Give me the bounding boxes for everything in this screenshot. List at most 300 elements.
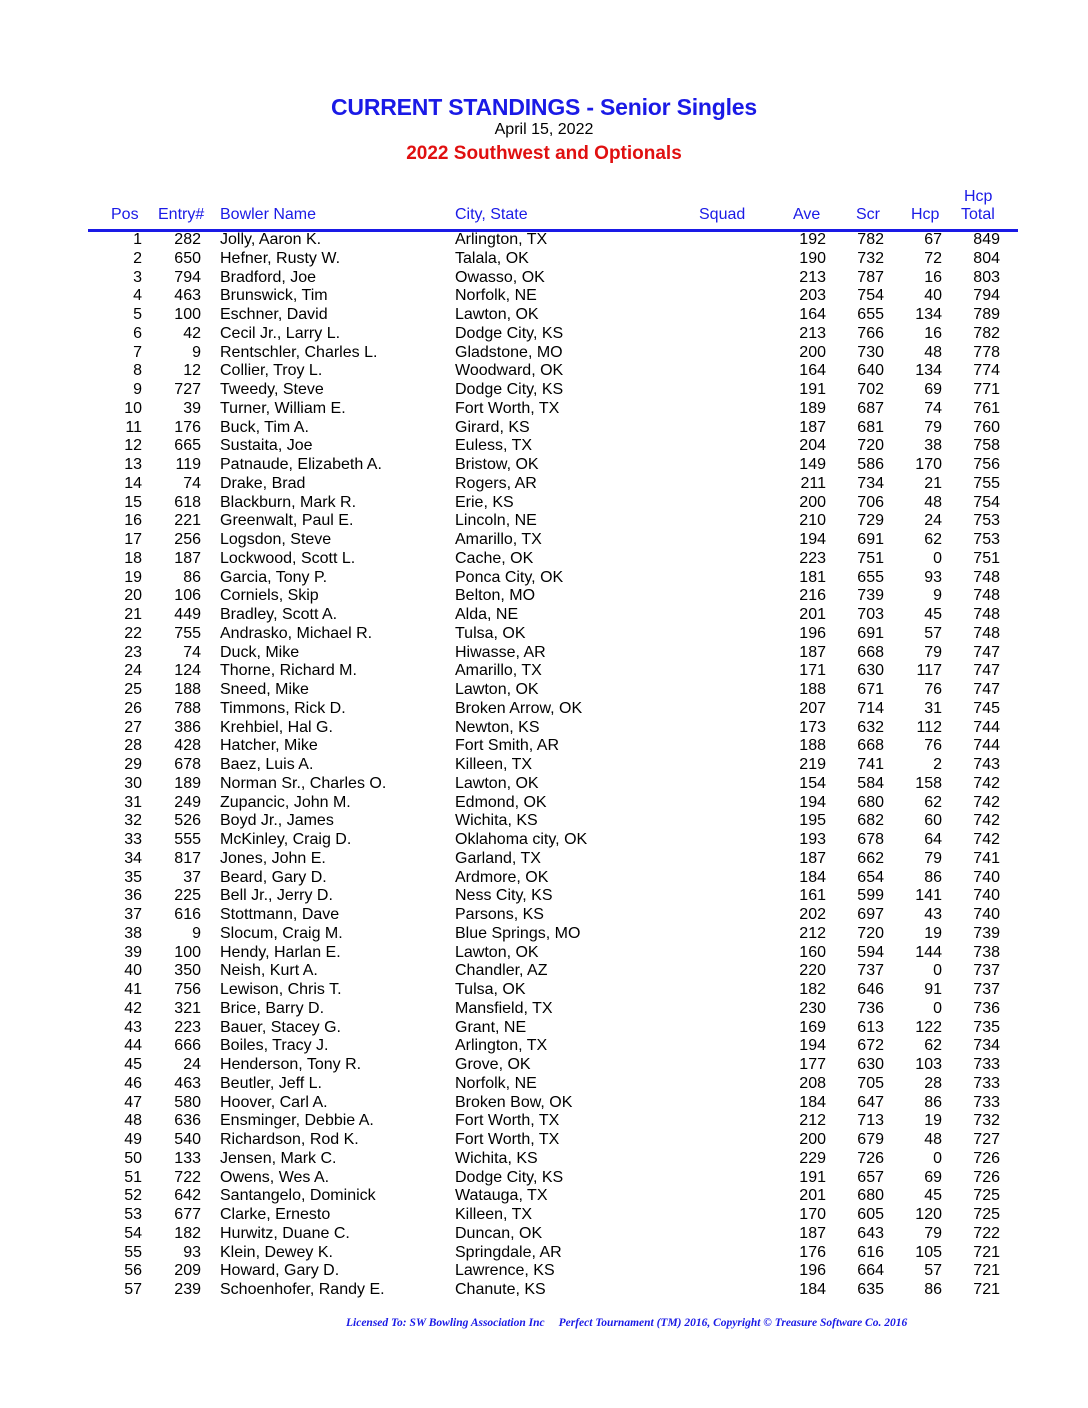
cell-pos: 42 bbox=[124, 999, 142, 1017]
cell-hcp-total: 744 bbox=[973, 718, 1000, 736]
cell-city-state: Norfolk, NE bbox=[455, 1074, 537, 1092]
cell-bowler-name: Timmons, Rick D. bbox=[220, 699, 346, 717]
cell-entry: 788 bbox=[174, 699, 201, 717]
cell-city-state: Broken Bow, OK bbox=[455, 1093, 573, 1111]
table-row bbox=[0, 794, 1088, 813]
cell-hcp: 48 bbox=[924, 1131, 942, 1148]
cell-ave: 207 bbox=[799, 699, 826, 717]
cell-hcp-total: 751 bbox=[973, 549, 1000, 567]
cell-hcp: 21 bbox=[924, 474, 942, 492]
tournament-name: 2022 Southwest and Optionals bbox=[406, 143, 682, 164]
cell-hcp: 141 bbox=[915, 887, 942, 905]
cell-pos: 6 bbox=[133, 324, 142, 342]
cell-ave: 223 bbox=[799, 549, 826, 567]
cell-scr: 741 bbox=[857, 756, 884, 773]
cell-bowler-name: Hoover, Carl A. bbox=[220, 1093, 328, 1111]
cell-hcp-total: 735 bbox=[973, 1018, 1000, 1036]
cell-bowler-name: Andrasko, Michael R. bbox=[220, 624, 373, 642]
cell-hcp: 16 bbox=[924, 268, 942, 286]
cell-city-state: Norfolk, NE bbox=[455, 287, 537, 305]
cell-entry: 678 bbox=[174, 756, 201, 773]
cell-bowler-name: Collier, Troy L. bbox=[220, 362, 323, 380]
cell-scr: 657 bbox=[857, 1168, 884, 1186]
cell-bowler-name: Schoenhofer, Randy E. bbox=[220, 1281, 385, 1298]
cell-hcp: 31 bbox=[924, 699, 942, 717]
table-row bbox=[0, 306, 1088, 325]
cell-hcp-total: 747 bbox=[973, 662, 1000, 680]
cell-hcp: 72 bbox=[924, 249, 942, 267]
cell-entry: 616 bbox=[174, 906, 201, 923]
cell-hcp-total: 748 bbox=[973, 568, 1000, 586]
cell-entry: 580 bbox=[174, 1093, 201, 1111]
cell-hcp: 93 bbox=[924, 568, 942, 586]
cell-hcp: 2 bbox=[933, 756, 942, 773]
cell-ave: 164 bbox=[799, 362, 826, 380]
cell-hcp: 57 bbox=[924, 1262, 942, 1280]
cell-bowler-name: Rentschler, Charles L. bbox=[220, 343, 378, 361]
cell-bowler-name: Sustaita, Joe bbox=[220, 437, 313, 455]
cell-city-state: Amarillo, TX bbox=[455, 662, 542, 680]
table-row bbox=[0, 419, 1088, 438]
cell-scr: 782 bbox=[857, 231, 884, 248]
cell-ave: 229 bbox=[799, 1149, 826, 1167]
cell-hcp-total: 721 bbox=[973, 1281, 1000, 1298]
table-row bbox=[0, 850, 1088, 869]
cell-city-state: Arlington, TX bbox=[455, 231, 548, 248]
cell-hcp-total: 753 bbox=[973, 531, 1000, 548]
cell-pos: 19 bbox=[124, 568, 142, 586]
cell-city-state: Tulsa, OK bbox=[455, 981, 526, 998]
cell-entry: 642 bbox=[174, 1187, 201, 1205]
cell-pos: 38 bbox=[124, 924, 142, 942]
table-row bbox=[0, 1244, 1088, 1263]
cell-city-state: Gladstone, MO bbox=[455, 343, 563, 361]
table-row bbox=[0, 1187, 1088, 1206]
cell-ave: 184 bbox=[799, 868, 826, 886]
cell-scr: 647 bbox=[857, 1093, 884, 1111]
table-row bbox=[0, 812, 1088, 831]
cell-entry: 106 bbox=[174, 587, 201, 605]
cell-entry: 794 bbox=[174, 268, 201, 286]
cell-bowler-name: Brunswick, Tim bbox=[220, 287, 328, 305]
cell-pos: 23 bbox=[124, 643, 142, 661]
cell-scr: 736 bbox=[857, 999, 884, 1017]
cell-hcp: 105 bbox=[915, 1243, 942, 1261]
cell-bowler-name: Norman Sr., Charles O. bbox=[220, 774, 387, 792]
cell-scr: 703 bbox=[857, 606, 884, 623]
cell-pos: 48 bbox=[124, 1112, 142, 1130]
cell-pos: 13 bbox=[124, 456, 142, 473]
cell-scr: 643 bbox=[857, 1224, 884, 1242]
table-row bbox=[0, 569, 1088, 588]
cell-pos: 9 bbox=[133, 381, 142, 398]
cell-hcp: 69 bbox=[924, 1168, 942, 1186]
cell-city-state: Girard, KS bbox=[455, 418, 530, 436]
cell-scr: 640 bbox=[857, 362, 884, 380]
cell-hcp-total: 742 bbox=[973, 831, 1000, 848]
cell-ave: 192 bbox=[799, 231, 826, 248]
cell-city-state: Newton, KS bbox=[455, 718, 540, 736]
cell-city-state: Lawton, OK bbox=[455, 681, 539, 698]
cell-city-state: Edmond, OK bbox=[455, 793, 547, 811]
cell-entry: 187 bbox=[174, 549, 201, 567]
cell-scr: 691 bbox=[857, 624, 884, 642]
cell-hcp-total: 753 bbox=[973, 512, 1000, 530]
cell-entry: 9 bbox=[192, 343, 201, 361]
cell-scr: 664 bbox=[857, 1262, 884, 1280]
cell-scr: 739 bbox=[857, 587, 884, 605]
cell-ave: 173 bbox=[799, 718, 826, 736]
cell-hcp-total: 732 bbox=[973, 1112, 1000, 1130]
cell-entry: 12 bbox=[183, 362, 201, 380]
cell-pos: 41 bbox=[124, 981, 142, 998]
cell-scr: 630 bbox=[857, 1056, 884, 1073]
cell-hcp-total: 794 bbox=[973, 287, 1000, 305]
cell-hcp-total: 740 bbox=[973, 868, 1000, 886]
cell-bowler-name: Patnaude, Elizabeth A. bbox=[220, 456, 382, 473]
cell-ave: 187 bbox=[799, 849, 826, 867]
table-row bbox=[0, 1225, 1088, 1244]
cell-hcp-total: 727 bbox=[973, 1131, 1000, 1148]
cell-city-state: Lawrence, KS bbox=[455, 1262, 555, 1280]
cell-hcp-total: 747 bbox=[973, 681, 1000, 698]
cell-entry: 39 bbox=[183, 399, 201, 417]
cell-hcp-total: 748 bbox=[973, 624, 1000, 642]
cell-bowler-name: Boiles, Tracy J. bbox=[220, 1037, 329, 1055]
cell-hcp: 28 bbox=[924, 1074, 942, 1092]
cell-bowler-name: Corniels, Skip bbox=[220, 587, 319, 605]
cell-city-state: Broken Arrow, OK bbox=[455, 699, 583, 717]
table-row bbox=[0, 400, 1088, 419]
cell-bowler-name: Jolly, Aaron K. bbox=[220, 231, 322, 248]
cell-hcp: 79 bbox=[924, 643, 942, 661]
cell-ave: 230 bbox=[799, 999, 826, 1017]
cell-bowler-name: McKinley, Craig D. bbox=[220, 831, 352, 848]
cell-hcp: 64 bbox=[924, 831, 942, 848]
cell-entry: 223 bbox=[174, 1018, 201, 1036]
cell-entry: 677 bbox=[174, 1206, 201, 1223]
cell-entry: 650 bbox=[174, 249, 201, 267]
cell-ave: 202 bbox=[799, 906, 826, 923]
table-row bbox=[0, 1206, 1088, 1225]
cell-ave: 200 bbox=[799, 493, 826, 511]
cell-hcp-total: 736 bbox=[973, 999, 1000, 1017]
cell-hcp-total: 733 bbox=[973, 1074, 1000, 1092]
cell-pos: 56 bbox=[124, 1262, 142, 1280]
cell-hcp: 0 bbox=[933, 549, 942, 567]
cell-scr: 655 bbox=[857, 568, 884, 586]
cell-city-state: Belton, MO bbox=[455, 587, 536, 605]
cell-city-state: Killeen, TX bbox=[455, 756, 533, 773]
cell-hcp: 43 bbox=[924, 906, 942, 923]
cell-bowler-name: Hefner, Rusty W. bbox=[220, 249, 341, 267]
cell-ave: 201 bbox=[799, 606, 826, 623]
cell-hcp-total: 726 bbox=[973, 1149, 1000, 1167]
cell-pos: 16 bbox=[124, 512, 142, 530]
cell-hcp: 79 bbox=[924, 1224, 942, 1242]
cell-pos: 35 bbox=[124, 868, 142, 886]
header-pos: Pos bbox=[111, 206, 139, 223]
cell-hcp: 62 bbox=[924, 1037, 942, 1055]
cell-city-state: Cache, OK bbox=[455, 549, 534, 567]
cell-entry: 42 bbox=[183, 324, 201, 342]
cell-entry: 449 bbox=[174, 606, 201, 623]
cell-hcp: 45 bbox=[924, 606, 942, 623]
cell-hcp: 134 bbox=[915, 306, 942, 323]
table-row bbox=[0, 775, 1088, 794]
table-row bbox=[0, 700, 1088, 719]
cell-scr: 586 bbox=[857, 456, 884, 473]
cell-scr: 616 bbox=[857, 1243, 884, 1261]
cell-hcp-total: 755 bbox=[973, 474, 1000, 492]
cell-scr: 680 bbox=[857, 1187, 884, 1205]
cell-ave: 154 bbox=[799, 774, 826, 792]
cell-bowler-name: Boyd Jr., James bbox=[220, 812, 334, 830]
cell-hcp: 38 bbox=[924, 437, 942, 455]
cell-pos: 47 bbox=[124, 1093, 142, 1111]
cell-city-state: Erie, KS bbox=[455, 493, 514, 511]
cell-entry: 100 bbox=[174, 306, 201, 323]
table-row bbox=[0, 1019, 1088, 1038]
cell-scr: 599 bbox=[857, 887, 884, 905]
cell-entry: 100 bbox=[174, 943, 201, 961]
cell-bowler-name: Clarke, Ernesto bbox=[220, 1206, 331, 1223]
table-row bbox=[0, 512, 1088, 531]
cell-pos: 53 bbox=[124, 1206, 142, 1223]
cell-ave: 191 bbox=[799, 1168, 826, 1186]
cell-ave: 193 bbox=[799, 831, 826, 848]
cell-pos: 26 bbox=[124, 699, 142, 717]
cell-city-state: Mansfield, TX bbox=[455, 999, 553, 1017]
cell-pos: 1 bbox=[133, 231, 142, 248]
cell-ave: 220 bbox=[799, 962, 826, 980]
table-row bbox=[0, 456, 1088, 475]
cell-ave: 187 bbox=[799, 418, 826, 436]
cell-entry: 24 bbox=[183, 1056, 201, 1073]
cell-city-state: Amarillo, TX bbox=[455, 531, 542, 548]
cell-hcp-total: 778 bbox=[973, 343, 1000, 361]
cell-bowler-name: Owens, Wes A. bbox=[220, 1168, 330, 1186]
cell-hcp-total: 726 bbox=[973, 1168, 1000, 1186]
table-row bbox=[0, 587, 1088, 606]
cell-hcp-total: 742 bbox=[973, 793, 1000, 811]
cell-city-state: Parsons, KS bbox=[455, 906, 544, 923]
cell-entry: 256 bbox=[174, 531, 201, 548]
cell-scr: 706 bbox=[857, 493, 884, 511]
cell-hcp-total: 738 bbox=[973, 943, 1000, 961]
table-row bbox=[0, 925, 1088, 944]
cell-hcp-total: 743 bbox=[973, 756, 1000, 773]
cell-hcp: 117 bbox=[916, 662, 942, 680]
cell-bowler-name: Duck, Mike bbox=[220, 643, 300, 661]
cell-pos: 27 bbox=[124, 718, 142, 736]
cell-hcp-total: 742 bbox=[973, 774, 1000, 792]
cell-city-state: Woodward, OK bbox=[455, 362, 564, 380]
cell-city-state: Fort Smith, AR bbox=[455, 737, 560, 755]
cell-city-state: Dodge City, KS bbox=[455, 381, 564, 398]
cell-scr: 730 bbox=[857, 343, 884, 361]
cell-pos: 36 bbox=[124, 887, 142, 905]
cell-bowler-name: Klein, Dewey K. bbox=[220, 1243, 333, 1261]
cell-hcp: 144 bbox=[915, 943, 942, 961]
table-row bbox=[0, 625, 1088, 644]
cell-bowler-name: Hurwitz, Duane C. bbox=[220, 1224, 350, 1242]
cell-scr: 705 bbox=[857, 1074, 884, 1092]
cell-pos: 28 bbox=[124, 737, 142, 755]
cell-hcp-total: 734 bbox=[973, 1037, 1000, 1055]
cell-pos: 10 bbox=[124, 399, 142, 417]
cell-hcp: 62 bbox=[924, 531, 942, 548]
table-row bbox=[0, 1262, 1088, 1281]
cell-city-state: Grant, NE bbox=[455, 1018, 527, 1036]
table-row bbox=[0, 831, 1088, 850]
cell-ave: 189 bbox=[799, 399, 826, 417]
cell-pos: 34 bbox=[124, 849, 142, 867]
cell-bowler-name: Lewison, Chris T. bbox=[220, 981, 342, 998]
cell-city-state: Wichita, KS bbox=[455, 1149, 538, 1167]
cell-bowler-name: Blackburn, Mark R. bbox=[220, 493, 357, 511]
cell-bowler-name: Tweedy, Steve bbox=[220, 381, 324, 398]
cell-city-state: Fort Worth, TX bbox=[455, 1112, 560, 1130]
cell-ave: 171 bbox=[799, 662, 826, 680]
cell-ave: 170 bbox=[799, 1206, 826, 1223]
cell-bowler-name: Turner, William E. bbox=[220, 399, 346, 417]
cell-entry: 755 bbox=[174, 624, 201, 642]
cell-scr: 729 bbox=[857, 512, 884, 530]
cell-entry: 37 bbox=[183, 868, 201, 886]
cell-ave: 200 bbox=[799, 343, 826, 361]
cell-ave: 187 bbox=[799, 643, 826, 661]
cell-hcp: 24 bbox=[924, 512, 942, 530]
cell-ave: 160 bbox=[799, 943, 826, 961]
cell-scr: 737 bbox=[857, 962, 884, 980]
cell-hcp: 19 bbox=[924, 1112, 942, 1130]
cell-pos: 45 bbox=[124, 1056, 142, 1073]
cell-bowler-name: Hatcher, Mike bbox=[220, 737, 318, 755]
table-row bbox=[0, 1094, 1088, 1113]
cell-entry: 119 bbox=[175, 456, 201, 473]
cell-ave: 203 bbox=[799, 287, 826, 305]
cell-bowler-name: Hendy, Harlan E. bbox=[220, 943, 341, 961]
cell-bowler-name: Sneed, Mike bbox=[220, 681, 309, 698]
cell-scr: 632 bbox=[857, 718, 884, 736]
cell-entry: 350 bbox=[174, 962, 201, 980]
cell-scr: 679 bbox=[857, 1131, 884, 1148]
cell-pos: 44 bbox=[124, 1037, 142, 1055]
cell-city-state: Ness City, KS bbox=[455, 887, 553, 905]
cell-scr: 613 bbox=[857, 1018, 884, 1036]
cell-pos: 33 bbox=[124, 831, 142, 848]
cell-hcp-total: 748 bbox=[973, 606, 1000, 623]
cell-pos: 3 bbox=[133, 268, 142, 286]
cell-entry: 722 bbox=[174, 1168, 201, 1186]
cell-entry: 386 bbox=[174, 718, 201, 736]
cell-city-state: Rogers, AR bbox=[455, 474, 537, 492]
cell-bowler-name: Henderson, Tony R. bbox=[220, 1056, 362, 1073]
cell-pos: 46 bbox=[124, 1074, 142, 1092]
cell-hcp-total: 754 bbox=[973, 493, 1000, 511]
cell-scr: 680 bbox=[857, 793, 884, 811]
cell-ave: 176 bbox=[799, 1243, 826, 1261]
cell-hcp: 45 bbox=[924, 1187, 942, 1205]
cell-hcp-total: 737 bbox=[973, 981, 1000, 998]
cell-entry: 9 bbox=[192, 924, 201, 942]
cell-bowler-name: Bauer, Stacey G. bbox=[220, 1018, 341, 1036]
cell-scr: 713 bbox=[857, 1112, 884, 1130]
cell-hcp: 40 bbox=[924, 287, 942, 305]
cell-scr: 630 bbox=[857, 662, 884, 680]
cell-ave: 201 bbox=[799, 1187, 826, 1205]
cell-bowler-name: Richardson, Rod K. bbox=[220, 1131, 359, 1148]
cell-ave: 195 bbox=[799, 812, 826, 830]
table-row bbox=[0, 269, 1088, 288]
cell-hcp: 134 bbox=[915, 362, 942, 380]
cell-ave: 177 bbox=[799, 1056, 826, 1073]
cell-bowler-name: Slocum, Craig M. bbox=[220, 924, 343, 942]
cell-entry: 666 bbox=[174, 1037, 201, 1055]
cell-bowler-name: Jones, John E. bbox=[220, 849, 326, 867]
cell-scr: 668 bbox=[857, 643, 884, 661]
cell-city-state: Hiwasse, AR bbox=[455, 643, 546, 661]
cell-scr: 751 bbox=[857, 549, 884, 567]
cell-ave: 164 bbox=[799, 306, 826, 323]
cell-hcp: 103 bbox=[915, 1056, 942, 1073]
cell-ave: 190 bbox=[799, 249, 826, 267]
cell-entry: 189 bbox=[174, 774, 201, 792]
cell-ave: 184 bbox=[799, 1281, 826, 1298]
header-scr: Scr bbox=[856, 206, 880, 223]
cell-ave: 212 bbox=[799, 924, 826, 942]
table-row bbox=[0, 437, 1088, 456]
cell-ave: 219 bbox=[799, 756, 826, 773]
cell-pos: 15 bbox=[124, 493, 142, 511]
header-total-top: Hcp bbox=[964, 188, 993, 205]
cell-city-state: Garland, TX bbox=[455, 849, 541, 867]
cell-bowler-name: Bradley, Scott A. bbox=[220, 606, 338, 623]
cell-scr: 691 bbox=[857, 531, 884, 548]
cell-hcp: 76 bbox=[924, 681, 942, 698]
cell-ave: 188 bbox=[799, 737, 826, 755]
table-row bbox=[0, 887, 1088, 906]
cell-hcp-total: 747 bbox=[973, 643, 1000, 661]
cell-pos: 43 bbox=[124, 1018, 142, 1036]
table-row bbox=[0, 531, 1088, 550]
cell-entry: 555 bbox=[174, 831, 201, 848]
cell-ave: 194 bbox=[799, 793, 826, 811]
cell-city-state: Grove, OK bbox=[455, 1056, 531, 1073]
cell-entry: 188 bbox=[174, 681, 201, 698]
cell-pos: 30 bbox=[124, 774, 142, 792]
cell-pos: 24 bbox=[124, 662, 142, 680]
cell-bowler-name: Ensminger, Debbie A. bbox=[220, 1112, 374, 1130]
cell-scr: 714 bbox=[857, 699, 884, 717]
cell-hcp-total: 721 bbox=[973, 1262, 1000, 1280]
table-row bbox=[0, 719, 1088, 738]
cell-hcp-total: 722 bbox=[973, 1224, 1000, 1242]
footer-license: Licensed To: SW Bowling Association Inc bbox=[346, 1317, 545, 1329]
cell-city-state: Fort Worth, TX bbox=[455, 1131, 560, 1148]
cell-ave: 187 bbox=[799, 1224, 826, 1242]
cell-ave: 169 bbox=[799, 1018, 826, 1036]
cell-city-state: Euless, TX bbox=[455, 437, 533, 455]
cell-ave: 213 bbox=[799, 268, 826, 286]
cell-hcp: 86 bbox=[924, 868, 942, 886]
cell-ave: 149 bbox=[799, 456, 826, 473]
cell-city-state: Ardmore, OK bbox=[455, 868, 549, 886]
cell-city-state: Lawton, OK bbox=[455, 943, 539, 961]
cell-city-state: Lincoln, NE bbox=[455, 512, 537, 530]
cell-pos: 12 bbox=[124, 437, 142, 455]
